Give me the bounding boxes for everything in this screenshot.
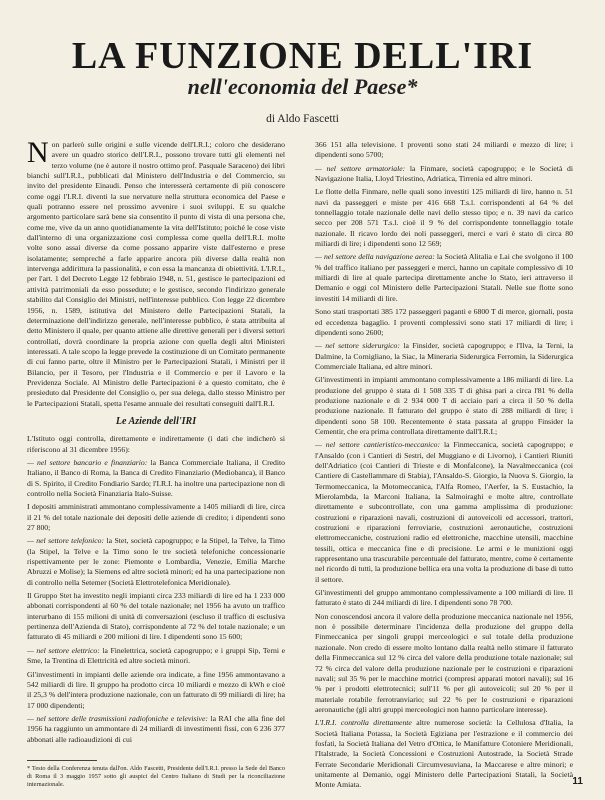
- rai-continued: 366 151 alla televisione. I proventi sono stati 24 miliardi e mezzo di lire; i dipendenti sono 5700;: [315, 140, 573, 160]
- settore-aerea-dettagli: Sono stati trasportati 385 172 passeggeri paganti e 6800 T di merce, giornali, posta ed eccedenza bagaglio. I proventi complessivi sono stati 17 miliardi di lire; i dipendenti sono 2600;: [315, 307, 573, 337]
- settore-armatoriale-label: — nel settore armatoriale:: [315, 163, 406, 173]
- settore-bancario-label: — nel settore bancario e finanziario:: [27, 457, 148, 467]
- intro-text: on parlerò sulle origini e sulle vicende dell'I.R.I.; coloro che desiderano avere un quadro storico dell'I.R.I., possono trovare tutti gli elementi nel terzo volume (ne è autore il nostro ottimo prof. Pasquale Saraceno) dei libri bianchi sull'I.R.I., pubblicati dal Ministero dell'Industria e del Commercio, su invito del presidente Einaudi. Penso che interesserà certamente di più conoscere come oggi l'I.R.I. diventi la sue nervature nella struttura economica del Paese e quali potranno essere nel prossimo avvenire i suoi sviluppi. E su qualche argomento particolare sarà bene sia consentito il punto di vista di una persona che, come me, vive da un anno quotidianamente la vita dell'Istituto; poiché le cose viste dall'interno di una organizzazione così complessa come quella dell'I.R.I. molte volte sono assai diverse da come possano apparire viste dall'esterno e prese isolatamente; sempreché a farle apparire ancora più diverse dalla realtà non intervenga addirittura la passionalità, e con essa la mancanza di obiettività. L'I.R.I., per l'art. 1 del Decreto Legge 12 febbraio 1948, n. 51, gestisce le partecipazioni ed attività patrimoniali da esso possedute; e le gestisce, secondo l'indirizzo generale stabilito dal Consiglio dei Ministri, nell'interesse pubblico. Con legge 22 dicembre 1956, n. 1589, istitutiva del Ministero delle Partecipazioni Statali, la determinazione dell'indirizzo generale, nell'interesse pubblico, è stata attribuita al detto Ministero il quale, per quanto attiene alle direttive generali per i diversi settori controllati, dovrà coordinare la propria azione con quella degli altri Ministeri interessati. A tale scopo la legge prevede la costituzione di un Comitato permanente di cui fanno parte, oltre il Ministro per le Partecipazioni Statali, i Ministri per il Bilancio, per il Tesoro, per l'Industria e il Commercio e per il Lavoro e la Previdenza Sociale. Al Ministro delle Partecipazioni è a questo comitato, che è presieduto dal Presidente del Consiglio o, per sua delega, dallo stesso Ministro per le Partecipazioni Statali, spetta l'esame annuale dei resultati conseguiti dall'I.R.I.: [27, 140, 285, 408]
- settore-siderurgico: [315, 341, 573, 372]
- aziende-intro: L'Istituto oggi controlla, direttamente e indirettamente (i dati che indicherò si riferiscono al 31 dicembre 1956):: [27, 434, 285, 454]
- settore-bancario: [27, 458, 285, 499]
- intro-paragraph: [27, 136, 285, 409]
- settore-aerea: [315, 252, 573, 304]
- drop-cap: N: [27, 136, 49, 169]
- settore-meccanico: [315, 440, 573, 585]
- article-title: LA FUNZIONE DELL'IRI: [71, 35, 534, 77]
- settore-telefonico-text: la Stet, società capogruppo; e la Stipel, la Telve, la Timo (la Stipel, la Telve e la Timo sono le tre società telefoniche concessionarie rispettivamente per le zone: Piemonte e Lombardia, Venezie, Emilia Marche Abruzzi e Molise); la Siemens ed altre società minori; ed ha una partecipazione non di controllo nella Setemer (Società Elettrotelefonica Meridionale).: [27, 536, 286, 587]
- section-heading-aziende: Le Aziende dell'IRI: [115, 415, 197, 427]
- settore-aerea-text: la Società Alitalia e Lai che svolgono il 100 % del traffico italiano per passeggeri e merci, hanno un capitale complessivo di 10 miliardi di lire al quale partecipa direttamente anche lo Stato, ieri attraverso il Demanio e oggi col Ministero delle Partecipazioni Statali. Nelle sue flotte sono investiti 14 miliardi di lire.: [315, 252, 574, 303]
- settore-aerea-label: — nel settore della navigazione aerea:: [315, 252, 435, 262]
- settore-rai-label: — nel settore delle trasmissioni radiofoniche e televisive:: [27, 713, 208, 723]
- settore-meccanico-dettagli: Gl'investimenti del gruppo ammontano complessivamente a 100 miliardi di lire. Il fatturato è stato di 244 miliardi di lire. I dipendenti sono 78 700.: [315, 588, 573, 608]
- settore-meccanico-text: la Finmeccanica, società capogruppo; e l'Ansaldo (con i Cantieri di Sestri, del Muggiano e di Livorno), i Cantieri Riuniti dell'Adriatico (coi Cantieri di Trieste e di Monfalcone), la Navalmeccanica (coi Cantiere di Castellammare di Stabia), l'Ansaldo-S. Giorgio, la Nuova S. Giorgio, la Termomeccanica, la Motomeccanica, l'Alfa Romeo, l'Aerfer, la S. Eustachio, la Mierolambda, la Marconi Italiana, la Salmoiraghi e molte altre, controllate direttamente e subcontrollate, con una gamma amplissima di produzione: costruzioni e riparazioni navali, costruzioni di autoveicoli ed accessori, trattori, costruzioni e riparazioni ferroviarie, costruzioni aeronautiche, costruzioni elettromeccaniche, costruzioni radio ed elettroniche, macchine utensili, macchine tessili, ottica e meccanica fine e di precisione. Le armi e le munizioni oggi rappresentano una trascurabile percentuale del fatturato, mentre, come è certamente nel ricordo di tutti, la produzione bellica era una volta la produzione di base di tutto il settore.: [315, 440, 573, 584]
- right-column: [315, 140, 574, 790]
- iri-controlla-text: altre numerose società: la Cellulosa d'Italia, la Società Italiana Potassa, la Società Egiziana per l'estrazione e il commercio dei fosfati, la Società Italiana del Vetro d'Ottica, le Manifatture Cotoniere Meridionali, l'Italstrade, la Società Concessioni e Costruzioni Autostrade, la Società Strade Ferrate Secondarie Meridionali Circumvesuviana, la Maccarese e altre minori; e unitamente al Demanio, oggi Ministero delle Partecipazioni Statali, la Società Monte Amiata.: [315, 718, 573, 790]
- settore-bancario-text: la Banca Commerciale Italiana, il Credito Italiano, il Banco di Roma, la Banca di Credito Finanziario (Mediobanca), il Banco di S. Spirito, il Credito Fondiario Sardo; l'I.R.I. ha inoltre una partecipazione non di controllo nella Società Finanziaria Italo-Suisse.: [27, 457, 286, 498]
- settore-armatoriale-text: la Finmare, società capogruppo; e le Società di Navigazione Italia, Lloyd Triestino, Adriatica, Tirrenia ed altre minori.: [315, 163, 574, 184]
- settore-elettrico-text: la Finelettrica, società capogruppo; e i gruppi Sip, Terni e Sme, la Trentina di Elettricità ed altre società minori.: [27, 645, 285, 666]
- settore-rai-text: la RAI che alla fine del 1956 ha raggiunto un ammontare di 24 miliardi di investimenti fissi, con 6 236 377 abbonati alle radioaudizioni di cui: [27, 713, 285, 744]
- settore-bancario-dettagli: I depositi amministrati ammontano complessivamente a 1405 miliardi di lire, circa il 21 % del totale nazionale dei depositi delle aziende di credito; i dipendenti sono 27 800;: [27, 502, 285, 533]
- settore-armatoriale-dettagli: Le flotte della Finmare, nelle quali sono investiti 125 miliardi di lire, hanno n. 51 navi da passeggeri e miste per 416 668 T.s.l. corrispondenti al 64 % del tonnellaggio totale nazionale delle navi dello stesso tipo; e n. 39 navi da carico secco per 208 571 T.s.l. cioè il 9 % del corrispondente tonnellaggio totale nazionale. Il ricavo lordo dei noli passeggeri, merci e vari è stato di circa 80 miliardi di lire; i dipendenti sono 12 569;: [315, 187, 573, 249]
- settore-siderurgico-text: la Finsider, società capogruppo; e l'Ilva, la Terni, la Dalmine, la Cornigliano, la Siac, la Mineraria Siderurgica Ferromin, la Siderurgica Commerciale Italiana, ed altre minori.: [315, 341, 573, 371]
- conclusione-paragrafo: Non conoscendosi ancora il valore della produzione meccanica nazionale nel 1956, non è possibile determinare l'incidenza della produzione del gruppo della Finmeccanica per singoli gruppi merceologici e sul totale della produzione nazionale. Non credo di essere molto lontano dalla realtà nello stimare il fatturato della Finmeccanica sul 12 % circa del valore della produzione totale nazionale; sul 72 % circa del valore della produzione nazionale per le costruzioni e riparazioni navali; sul 35 % per le macchine motrici (compresi apparati motori navali); sul 16 % per i prodotti elettrotecnici; sull'11 % per gli autoveicoli; sul 20 % per il materiale rotabile ferrotranviario; sul 22 % per le costruzioni e riparazioni aeronautiche (gli altri gruppi merceologici non hanno particolare interesse).: [315, 611, 573, 714]
- settore-telefonico: [27, 536, 285, 588]
- iri-controlla-direttamente: [315, 718, 573, 790]
- settore-telefonico-label: — nel settore telefonico:: [27, 536, 105, 546]
- page-number: 11: [572, 776, 583, 787]
- iri-controlla-label: L'I.R.I. controlla direttamente: [315, 718, 412, 728]
- settore-elettrico: [27, 646, 285, 667]
- settore-siderurgico-dettagli: Gl'investimenti in impianti ammontano complessivamente a 186 miliardi di lire. La produzione del gruppo è stata di 1 508 335 T di ghisa pari a circa l'81 % della produzione nazionale e di 2 934 000 T di acciaio pari a circa il 50 % della produzione nazionale. Il fatturato del gruppo è stato di 288 miliardi di lire; i dipendenti sono 58 100. Recentemente è stata passata al gruppo Finsider la Cementir, che era prima controllata direttamente dall'I.R.I.;: [315, 375, 573, 436]
- settore-armatoriale: [315, 164, 573, 185]
- settore-elettrico-label: — nel settore elettrico:: [27, 645, 100, 655]
- settore-rai: [27, 714, 285, 745]
- settore-meccanico-label: — nel settore cantieristico-meccanico:: [315, 440, 441, 450]
- settore-telefonico-dettagli: Il Gruppo Stet ha investito negli impianti circa 233 miliardi di lire ed ha 1 233 000 abbonati corrispondenti al 60 % del totale nazionale; nel 1956 ha avuto un traffico interurbano di 155 milioni di unità di conversazioni (escluso il traffico di esclusiva pertinenza dell'Azienda di Stato), corrispondente al 72 % del totale nazionale; e un fatturato di 45 miliardi e 200 milioni di lire. I dipendenti sono 15 600;: [27, 591, 285, 642]
- footnote: * Testo della Conferenza tenuta dall'on. Aldo Fascetti, Presidente dell'I.R.I. presso la Sede del Banco di Roma il 3 maggio 1957 sotto gli auspici del Centro Italiano di Studi per la riconciliazione internazionale.: [27, 765, 285, 788]
- footnote-divider: [27, 760, 97, 761]
- article-author: di Aldo Fascetti: [266, 113, 339, 125]
- left-column: [27, 136, 286, 766]
- settore-elettrico-dettagli: Gl'investimenti in impianti delle aziende ora indicate, a fine 1956 ammontavano a 542 miliardi di lire. Il gruppo ha prodotto circa 10 miliardi e mezzo di kWh e cioè il 25,3 % dell'intera produzione nazionale, con un fatturato di 99 miliardi di lire; ha 17 000 dipendenti;: [27, 669, 285, 710]
- settore-siderurgico-label: — nel settore siderurgico:: [315, 341, 400, 351]
- article-subtitle: nell'economia del Paese*: [187, 74, 418, 99]
